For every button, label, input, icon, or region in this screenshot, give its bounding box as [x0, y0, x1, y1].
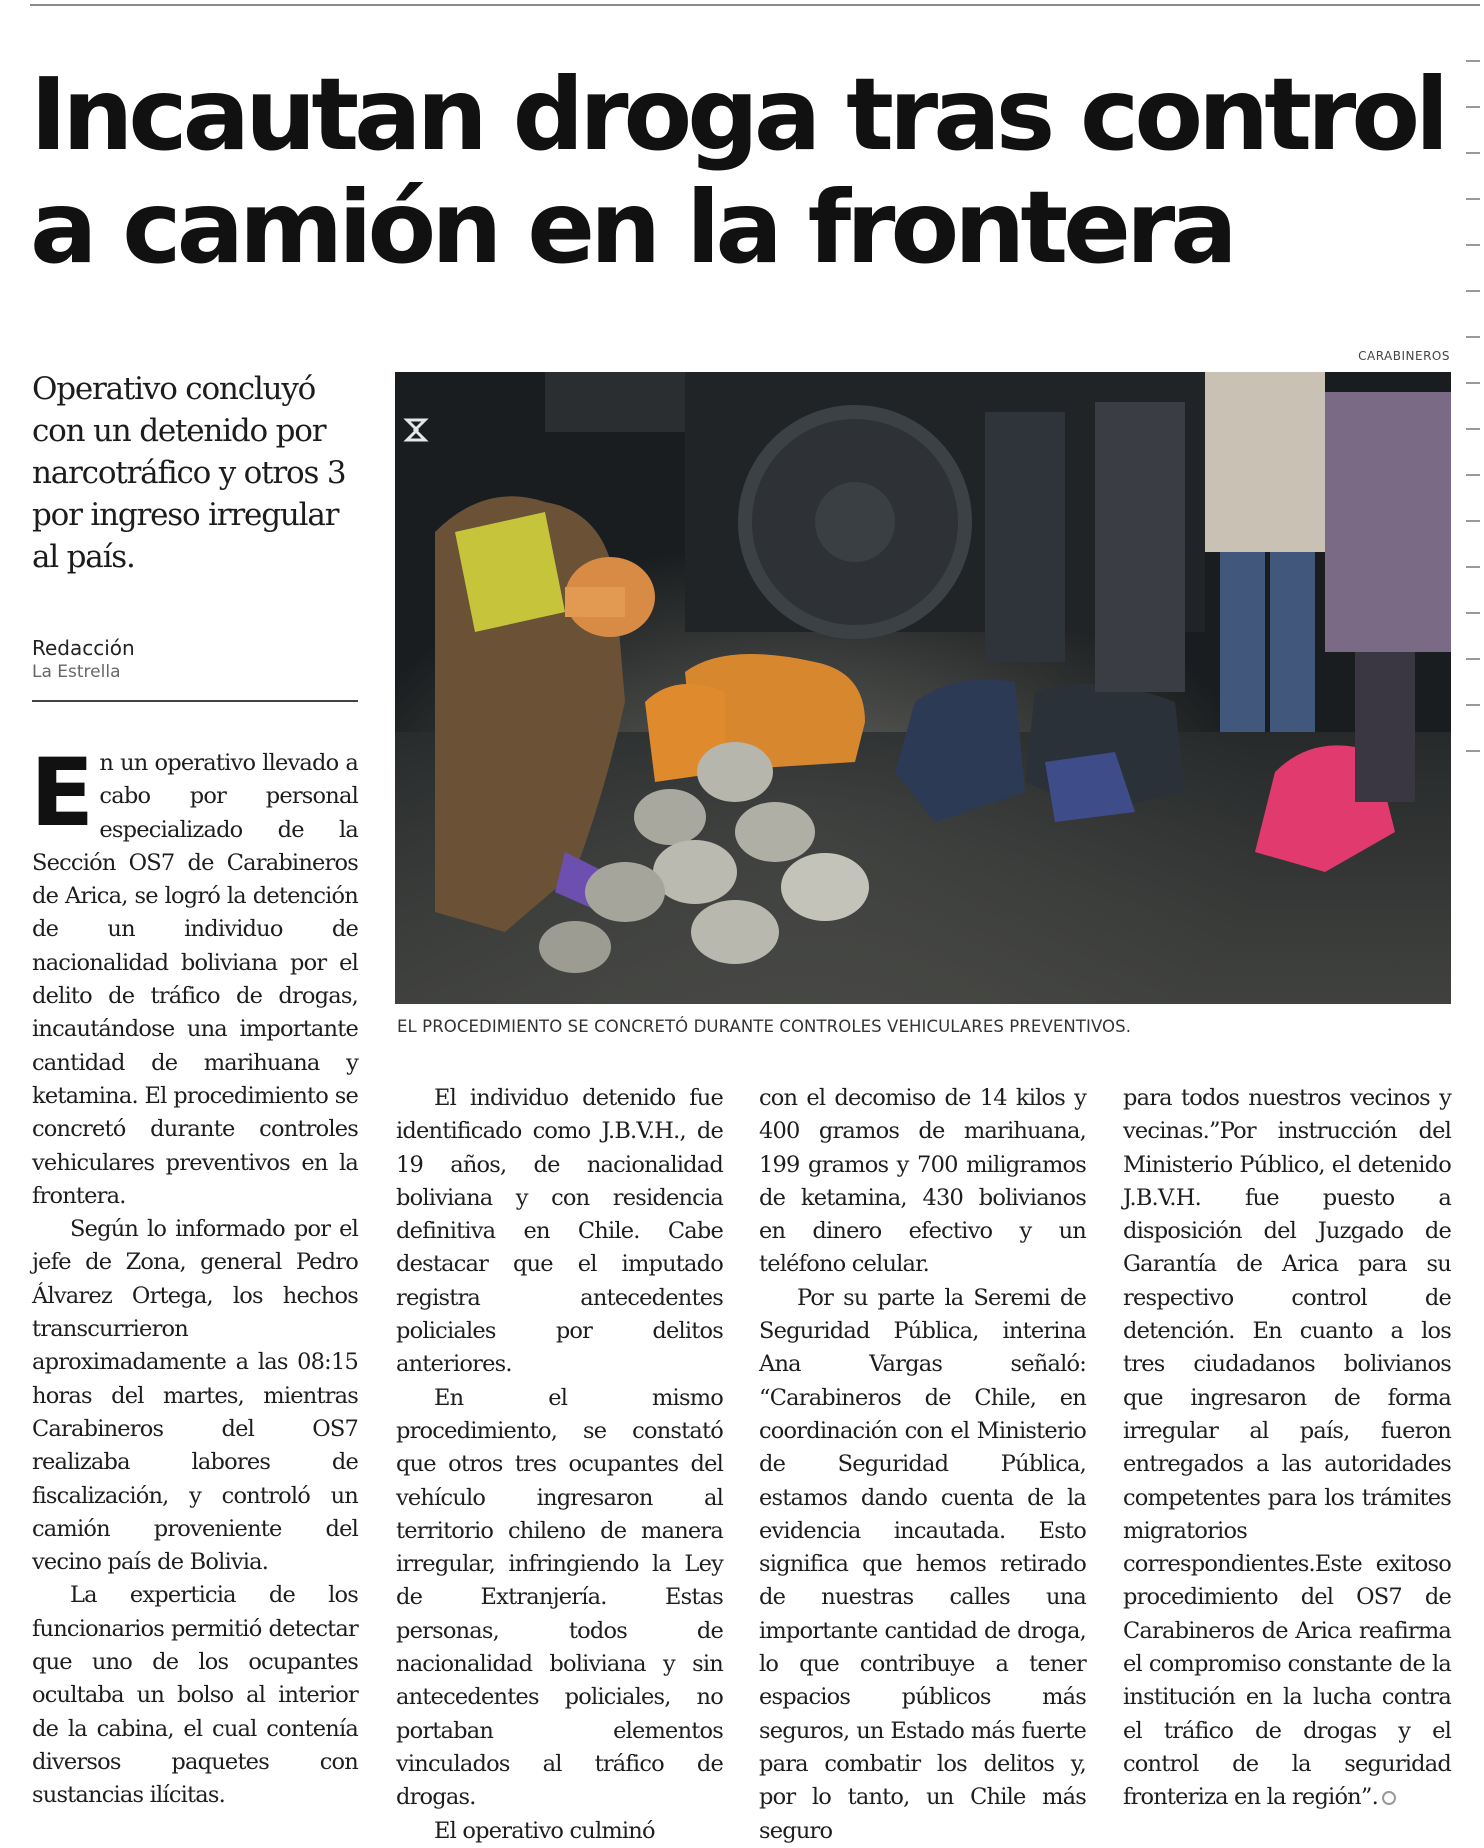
paragraph-3: La experticia de los funcionarios permitió detectar que uno de los ocupantes ocultaba un bolso al interior de la cabina, el cual contenía diversos paquetes con sustancias ilícitas. — [32, 1582, 358, 1809]
paragraph-7-continued — [1123, 1082, 1451, 1815]
news-photo — [395, 372, 1451, 1004]
adjacent-page-edge — [1466, 60, 1484, 860]
photo-credit: CARABINEROS — [1358, 349, 1450, 363]
paragraph-6-start: El operativo culminó — [434, 1817, 655, 1844]
paragraph-5: En el mismo procedimiento, se constató que otros tres ocupantes del vehículo ingresaron al territorio chileno de manera irregular, infringiendo la Ley de Extranjería. Estas personas, todos de nacionalidad boliviana y sin antecedentes policiales, no portaban elementos vinculados al tráfico de drogas. — [396, 1384, 723, 1811]
top-rule — [30, 4, 1480, 6]
paragraph-7-continued-text: para todos nuestros vecinos y vecinas.”Por instrucción del Ministerio Público, el detenido J.B.V.H. fue puesto a disposición del Juzgado de Garantía de Arica para su respectivo control de detención. En cuanto a los tres ciudadanos bolivianos que ingresaron de forma irregular al país, fueron entregados a las autoridades competentes para los trámites migratorios correspondientes.Este exitoso procedimiento del OS7 de Carabineros de Arica reafirma el compromiso constante de la institución en la lucha contra el tráfico de drogas y el control de la seguridad fronteriza en la región”. — [1123, 1085, 1451, 1811]
paragraph-2: Según lo informado por el jefe de Zona, general Pedro Álvarez Ortega, los hechos transcurrieron aproximadamente a las 08:15 horas del martes, mientras Carabineros del OS7 realizaba labores de fiscalización, y controló un camión proveniente del vecino país de Bolivia. — [32, 1216, 358, 1576]
photo-caption: EL PROCEDIMIENTO SE CONCRETÓ DURANTE CONTROLES VEHICULARES PREVENTIVOS. — [397, 1017, 1132, 1036]
paragraph-4: El individuo detenido fue identificado como J.B.V.H., de 19 años, de nacionalidad boliviana y con residencia definitiva en Chile. Cabe destacar que el imputado registra antecedentes policiales por delitos anteriores. — [396, 1085, 723, 1378]
headline: Incautan droga tras control a camión en la frontera — [30, 56, 1445, 286]
subhead: Operativo concluyó con un detenido por narcotráfico y otros 3 por ingreso irregular al país. — [32, 371, 346, 575]
paragraph-1-text: n un operativo llevado a cabo por personal especializado de la Sección OS7 de Carabineros de Arica, se logró la detención de un individuo de nacionalidad boliviana por el delito de tráfico de drogas, incautándose una importante cantidad de marihuana y ketamina. El procedimiento se concretó durante controles vehiculares preventivos en la frontera. — [32, 750, 358, 1209]
byline-publication: La Estrella — [32, 662, 121, 682]
article-column-3 — [759, 1082, 1086, 1848]
paragraph-1 — [30, 739, 358, 1213]
byline-divider — [32, 700, 358, 702]
drop-cap: E — [30, 739, 94, 848]
article-column-1 — [30, 739, 358, 1813]
paragraph-7: Por su parte la Seremi de Seguridad Pública, interina Ana Vargas señaló: “Carabineros de Chile, en coordinación con el Ministerio de Seguridad Pública, estamos dando cuenta de la evidencia incautada. Esto significa que hemos retirado de nuestras calles una importante cantidad de droga, lo que contribuye a tener espacios públicos más seguros, un Estado más fuerte para combatir los delitos y, por lo tanto, un Chile más seguro — [759, 1284, 1086, 1844]
end-of-article-icon — [1382, 1791, 1396, 1805]
article-column-2 — [396, 1082, 723, 1848]
paragraph-6-continued: con el decomiso de 14 kilos y 400 gramos de marihuana, 199 gramos y 700 miligramos de ketamina, 430 bolivianos en dinero efectivo y un teléfono celular. — [759, 1085, 1086, 1278]
byline-author: Redacción — [32, 636, 135, 660]
article-column-4 — [1123, 1082, 1451, 1815]
photo-scene-illustration — [395, 372, 1451, 1004]
